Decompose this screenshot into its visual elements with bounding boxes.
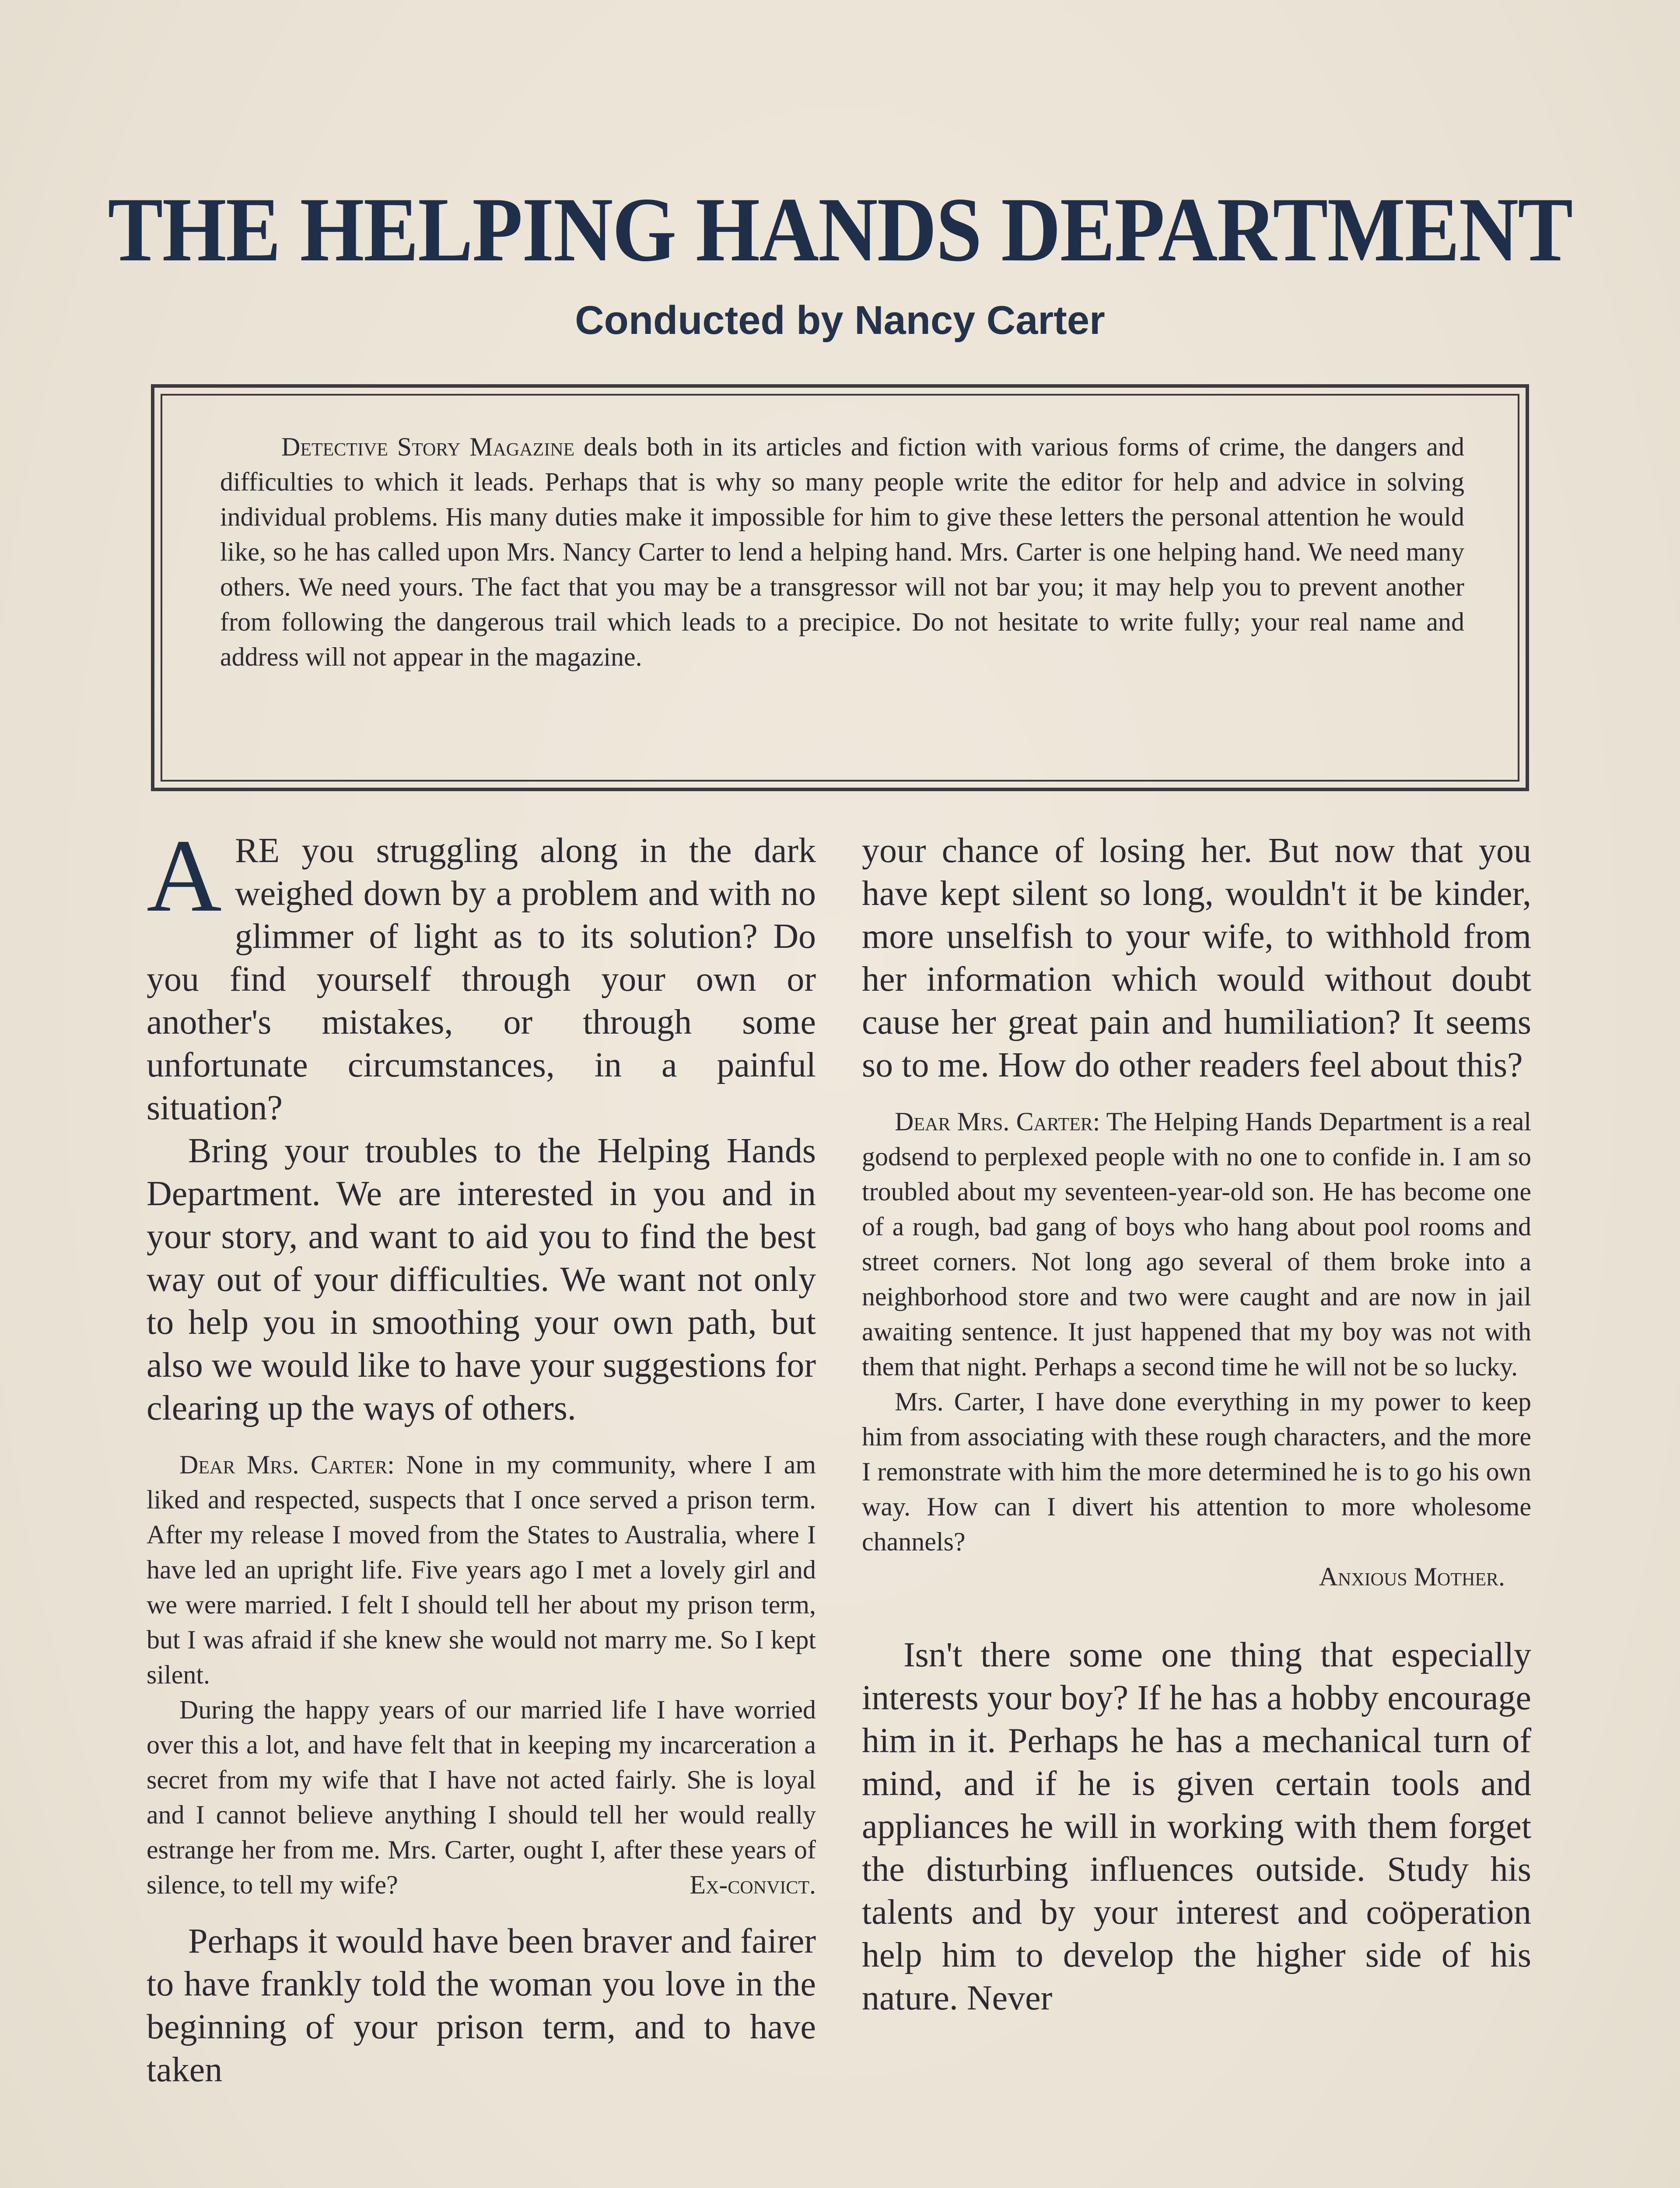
reply-2: Isn't there some one thing that especially interests your boy? If he has a hobby encourage him in it. Perhaps he has a mechanical turn of mind, and if he is given certain tools and appliances he will in working with them forget the disturbing influences outside. Study his talents and by your interest and coöperation help him to develop the higher side of his nature. Never <box>862 1636 1531 2017</box>
drop-cap: A <box>147 818 222 933</box>
intro-text <box>220 429 1464 674</box>
letter-1-paragraph-2 <box>147 1692 816 1902</box>
reply-1-end: your chance of losing her. But now that you have kept silent so long, wouldn't it be kinder, more unselfish to your wife, to withhold from her information which would without doubt cause her great pain and humiliation? It seems so to me. How do other readers feel about this? <box>862 831 1531 1084</box>
letter-2-paragraph-1 <box>862 1104 1531 1384</box>
opening-text: RE you struggling along in the dark weighed down by a problem and with no glimmer of light as to its solution? Do you find yourself through your own or another's mistakes, or through some unfortunate circumstances, in a painful situation? <box>147 831 816 1127</box>
letter-1-signature: Ex-convict. <box>690 1870 816 1899</box>
letter-2-text-1: The Helping Hands Department is a real godsend to perplexed people with no one to confide in. I am so troubled about my seventeen-year-old son. He has become one of a rough, bad gang of boys who hang about pool rooms and street corners. Not long ago several of them broke into a neighborhood store and two were caught and are now in jail awaiting sentence. It just happened that my boy was not with them that night. Perhaps a second time he will not be so lucky. <box>862 1107 1531 1381</box>
intro-box <box>151 384 1529 791</box>
right-column <box>862 829 1531 2020</box>
page-subtitle: Conducted by Nancy Carter <box>575 298 1105 343</box>
reply-1-start: Perhaps it would have been braver and fairer to have frankly told the woman you love in the beginning of your prison term, and to have taken <box>147 1922 816 2089</box>
left-column <box>147 818 816 2091</box>
letter-1-salutation: Dear Mrs. Carter: <box>179 1450 395 1479</box>
letter-2-paragraph-2: Mrs. Carter, I have done everything in my power to keep him from associating with these rough characters, and the more I remonstrate with him the more determined he is to go his own way. How can I divert his attention to more wholesome channels? <box>862 1387 1531 1556</box>
letter-1-paragraph-1 <box>147 1447 816 1692</box>
invitation-paragraph: Bring your troubles to the Helping Hands Department. We are interested in you and in your story, and want to aid you to find the best way out of your difficulties. We want not only to help you in smoothing your own path, but also we would like to have your suggestions for clearing up the ways of others. <box>147 1132 816 1427</box>
letter-1-text-2: During the happy years of our married life I have worried over this a lot, and have felt that in keeping my incarceration a secret from my wife that I have not acted fairly. She is loyal and I cannot believe anything I should tell her would really estrange her from me. Mrs. Carter, ought I, after these years of silence, to tell my wife? <box>147 1695 816 1899</box>
letter-2-signature: Anxious Mother. <box>1319 1562 1505 1591</box>
letter-1-text-1: None in my community, where I am liked and respected, suspects that I once served a prison term. After my release I moved from the States to Australia, where I have led an upright life. Five years ago I met a lovely girl and we were married. I felt I should tell her about my prison term, but I was afraid if she knew she would not marry me. So I kept silent. <box>147 1450 816 1689</box>
letter-2-salutation: Dear Mrs. Carter: <box>895 1107 1100 1136</box>
magazine-name: Detective Story Magazine <box>281 432 575 461</box>
opening-paragraph <box>147 818 816 1129</box>
intro-body: deals both in its articles and fiction with various forms of crime, the dangers and difficulties to which it leads. Perhaps that is why so many people write the editor for help and advice in solving individual problems. His many duties make it impossible for him to give these letters the personal attention he would like, so he has called upon Mrs. Nancy Carter to lend a helping hand. Mrs. Carter is one helping hand. We need many others. We need yours. The fact that you may be a transgressor will not bar you; it may help you to prevent another from following the dangerous trail which leads to a precipice. Do not hesitate to write fully; your real name and address will not appear in the magazine. <box>220 432 1464 671</box>
page-title: THE HELPING HANDS DEPARTMENT <box>108 179 1572 281</box>
